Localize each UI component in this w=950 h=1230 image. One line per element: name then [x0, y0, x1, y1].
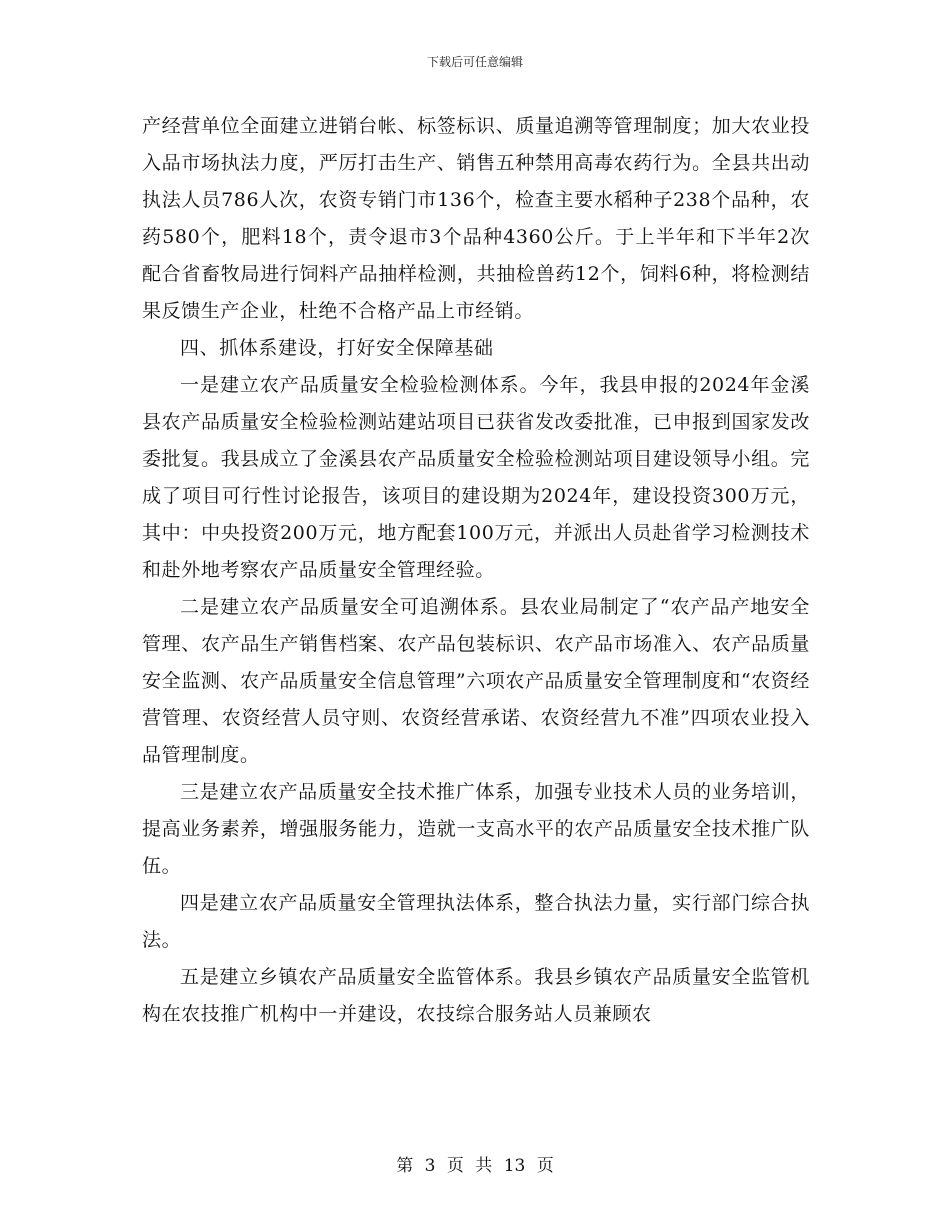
section-heading: 四、抓体系建设，打好安全保障基础	[180, 337, 494, 359]
paragraph-testing-system: 一是建立农产品质量安全检验检测体系。今年，我县申报的2024年金溪县农产品质量安全检验检测站建站项目已获省发改委批准，已申报到国家发改委批复。我县成立了金溪县农产品质量安全检验检测站项目建设领导小组。完成了项目可行性讨论报告，该项目的建设期为2024年，建设投资300万元，其中：中央投资200万元，地方配套100万元，并派出人员赴省学习检测技术和赴外地考察农产品质量安全管理经验。	[142, 374, 810, 581]
paragraph-continuation: 产经营单位全面建立进销台帐、标签标识、质量追溯等管理制度；加大农业投入品市场执法力度，严厉打击生产、销售五种禁用高毒农药行为。全县共出动执法人员786人次，农资专销门市136个，检查主要水稻种子238个品种，农药580个，肥料18个，责令退市3个品种4360公斤。于上半年和下半年2次配合省畜牧局进行饲料产品抽样检测，共抽检兽药12个，饲料6种，将检测结果反馈生产企业，杜绝不合格产品上市经销。	[142, 115, 810, 322]
paragraph-enforcement-system: 四是建立农产品质量安全管理执法体系，整合执法力量，实行部门综合执法。	[142, 892, 810, 951]
page-header-note: 下载后可任意编辑	[426, 55, 523, 69]
page-number: 第 3 页 共 13 页	[396, 1156, 554, 1176]
paragraph-tech-promotion-system: 三是建立农产品质量安全技术推广体系，加强专业技术人员的业务培训，提高业务素养，增强服务能力，造就一支高水平的农产品质量安全技术推广队伍。	[142, 781, 810, 877]
document-body	[142, 108, 810, 1033]
paragraph-traceability-system: 二是建立农产品质量安全可追溯体系。县农业局制定了“农产品产地安全管理、农产品生产销售档案、农产品包装标识、农产品市场准入、农产品质量安全监测、农产品质量安全信息管理”六项农产品质量安全管理制度和“农资经营管理、农资经营人员守则、农资经营承诺、农资经营九不准”四项农业投入品管理制度。	[142, 596, 810, 766]
paragraph-township-supervision: 五是建立乡镇农产品质量安全监管体系。我县乡镇农产品质量安全监管机构在农技推广机构中一并建设，农技综合服务站人员兼顾农	[142, 966, 810, 1025]
